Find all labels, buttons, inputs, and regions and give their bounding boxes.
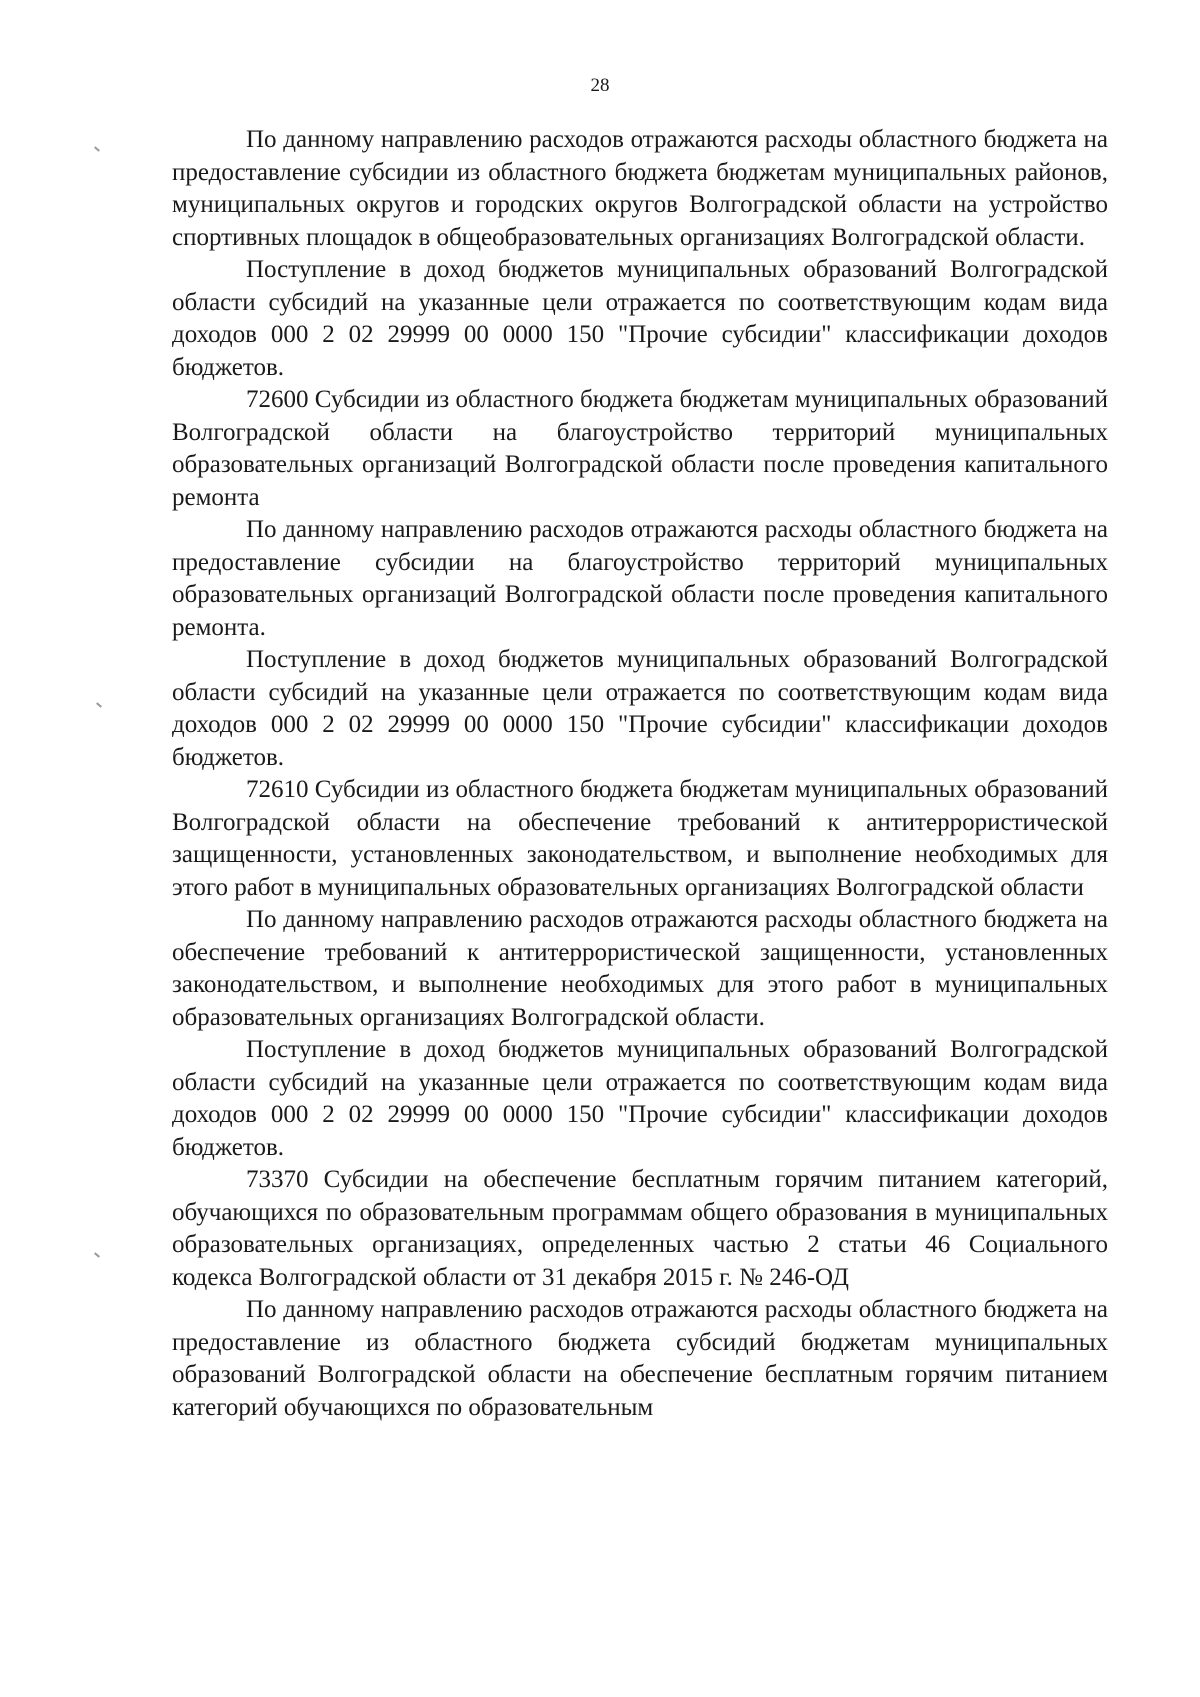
paragraph-revenue-receipt: Поступление в доход бюджетов муниципальных образований Волгоградской области субсидий на указанные цели отражается по соответствующим кодам вида доходов 000 2 02 29999 00 0000 150 "Прочие субсидии" классификации доходов бюджетов. (172, 256, 1108, 381)
paragraph-revenue-receipt: Поступление в доход бюджетов муниципальных образований Волгоградской области субсидий на указанные цели отражается по соответствующим кодам вида доходов 000 2 02 29999 00 0000 150 "Прочие субсидии" классификации доходов бюджетов. (172, 1036, 1108, 1161)
paragraph-code-72600: 72600 Субсидии из областного бюджета бюджетам муниципальных образований Волгоградской области на благоустройство территорий муниципальных образовательных организаций Волгоградской области после проведения капитального ремонта (172, 386, 1108, 511)
scan-speck (94, 1252, 100, 1257)
paragraph-code-73370: 73370 Субсидии на обеспечение бесплатным горячим питанием категорий, обучающихся по образовательным программам общего образования в муниципальных образовательных организациях, определенных частью 2 статьи 46 Социального кодекса Волгоградской области от 31 декабря 2015 г. № 246-ОД (172, 1166, 1108, 1291)
paragraph-spending-direction-sports-grounds: По данному направлению расходов отражаются расходы областного бюджета на предоставление субсидии из областного бюджета бюджетам муниципальных районов, муниципальных округов и городских округов Волгоградской области на устройство спортивных площадок в общеобразовательных организациях Волгоградской области. (172, 126, 1108, 251)
paragraph-spending-direction-landscaping: По данному направлению расходов отражаются расходы областного бюджета на предоставление субсидии на благоустройство территорий муниципальных образовательных организаций Волгоградской области после проведения капитального ремонта. (172, 516, 1108, 641)
paragraph-spending-direction-antiterror: По данному направлению расходов отражаются расходы областного бюджета на обеспечение требований к антитеррористической защищенности, установленных законодательством, и выполнение необходимых для этого работ в муниципальных образовательных организациях Волгоградской области. (172, 906, 1108, 1031)
paragraph-revenue-receipt: Поступление в доход бюджетов муниципальных образований Волгоградской области субсидий на указанные цели отражается по соответствующим кодам вида доходов 000 2 02 29999 00 0000 150 "Прочие субсидии" классификации доходов бюджетов. (172, 646, 1108, 771)
document-body (172, 124, 1108, 1424)
paragraph-code-72610: 72610 Субсидии из областного бюджета бюджетам муниципальных образований Волгоградской области на обеспечение требований к антитеррористической защищенности, установленных законодательством, и выполнение необходимых для этого работ в муниципальных образовательных организациях Волгоградской области (172, 776, 1108, 901)
paragraph-spending-direction-hot-meals: По данному направлению расходов отражаются расходы областного бюджета на предоставление из областного бюджета субсидий бюджетам муниципальных образований Волгоградской области на обеспечение бесплатным горячим питанием категорий обучающихся по образовательным (172, 1296, 1108, 1421)
scan-speck (94, 146, 100, 151)
page-number: 28 (590, 75, 610, 96)
scan-speck (96, 702, 102, 707)
